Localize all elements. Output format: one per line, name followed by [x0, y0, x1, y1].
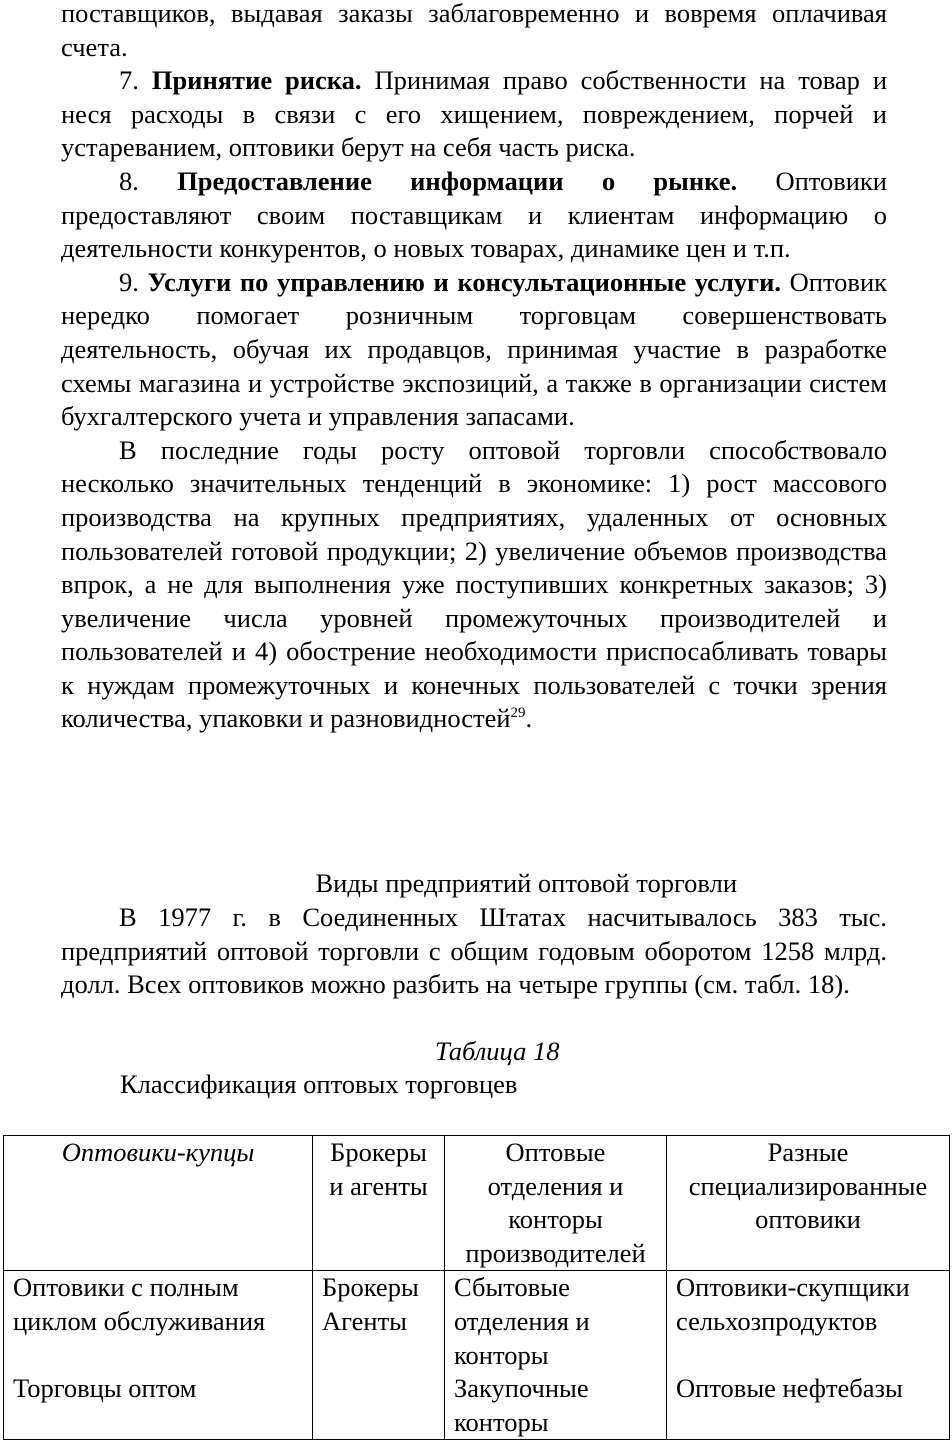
list-item: Закупочные конторы: [454, 1373, 589, 1437]
paragraph-text: В последние годы росту оптовой торговли способствовало несколько значительных тенденций в экономике: 1) рост массового производства на крупных предприятиях, удаленных от основных пользователей готовой продукции; 2) увеличение объемов производства впрок, а не для выполнения уже поступивших конкретных заказов; 3) увеличение числа уровней промежуточных производителей и пользователей и 4) обострение необходимости приспосабливать товары к нуждам промежуточных и конечных пользователей с точки зрения количества, упаковки и разновидностей: [61, 434, 887, 734]
item-title: Принятие риска.: [151, 65, 362, 96]
list-item: Торговцы оптом: [13, 1373, 197, 1404]
body-text: [61, 0, 887, 736]
paragraph-item-7: [61, 64, 887, 165]
paragraph-item-9: [61, 266, 887, 434]
list-item: Оптовики-скупщики сельхозпродуктов: [676, 1272, 910, 1336]
header-merchant-wholesalers: Оптовики-купцы: [4, 1136, 313, 1271]
table-cell: [667, 1271, 950, 1440]
paragraph-trends: [61, 434, 887, 736]
paragraph-item-8: [61, 165, 887, 266]
item-number: 8.: [119, 165, 139, 196]
classification-table: [3, 1135, 950, 1440]
body-text-2: [61, 901, 887, 1002]
table-number: Таблица 18: [435, 1036, 560, 1066]
table-cell: [4, 1271, 313, 1440]
item-text: Оптовик нередко помогает розничным торговцам совершенствовать деятельность, обучая их продавцов, принимая участие в разработке схемы магазина и устройстве экспозиций, а также в организации систем бухгалтерского учета и управления запасами.: [61, 266, 887, 432]
header-manufacturer-branches: Оптовые отделения и конторы производителей: [445, 1136, 667, 1271]
item-text: Оптовики предоставляют своим поставщикам и клиентам информацию о деятельности конкурентов, о новых товарах, динамике цен и т.п.: [61, 165, 887, 264]
table-cell: [445, 1271, 667, 1440]
item-title: Услуги по управлению и консультационные услуги.: [147, 266, 781, 297]
list-item: Брокеры: [322, 1272, 419, 1303]
item-text: Принимая право собственности на товар и неся расходы в связи с его хищением, повреждением, порчей и устареванием, оптовики берут на себя часть риска.: [61, 65, 888, 163]
list-item: Сбытовые отделения и конторы: [454, 1272, 590, 1370]
table-cell: [313, 1271, 445, 1440]
section-title: Виды предприятий оптовой торговли: [315, 868, 737, 898]
table-caption: Классификация оптовых торговцев: [120, 1069, 518, 1099]
table-row: [4, 1271, 950, 1440]
list-item: Агенты: [322, 1305, 407, 1336]
item-number: 7.: [119, 65, 139, 96]
paragraph-end: .: [525, 703, 533, 734]
header-brokers-agents: Брокеры и агенты: [313, 1136, 445, 1271]
table-header-row: [4, 1136, 950, 1271]
footnote-ref[interactable]: 29: [510, 705, 526, 722]
list-item: Оптовые нефтебазы: [676, 1373, 903, 1404]
item-title: Предоставление информации о рынке.: [177, 165, 738, 196]
list-item: Оптовики с полным циклом обслуживания: [13, 1272, 266, 1336]
paragraph-statistics: В 1977 г. в Соединенных Штатах насчитывалось 383 тыс. предприятий оптовой торговли с общим годовым оборотом 1258 млрд. долл. Всех оптовиков можно разбить на четыре группы (см. табл. 18).: [61, 902, 887, 1000]
item-number: 9.: [119, 266, 139, 297]
header-specialized-wholesalers: Разные специализированные оптовики: [667, 1136, 950, 1271]
paragraph-continuation: поставщиков, выдавая заказы заблаговременно и вовремя оплачивая счета.: [61, 0, 887, 62]
